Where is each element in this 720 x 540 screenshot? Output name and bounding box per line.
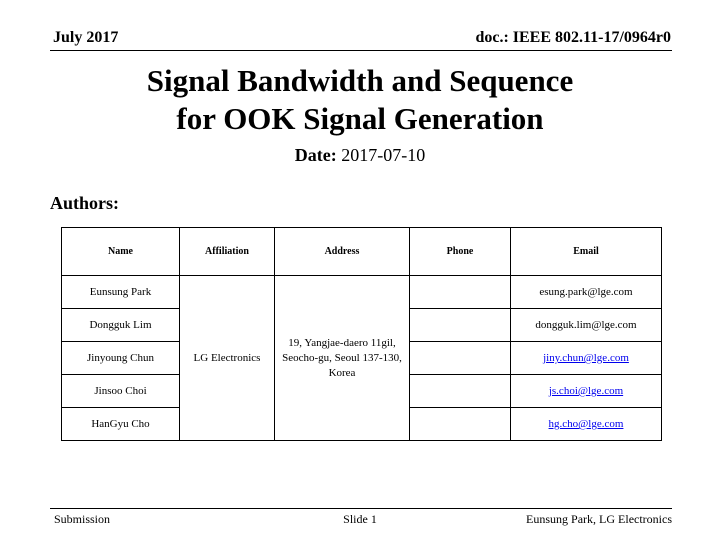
header-doc-id: doc.: IEEE 802.11-17/0964r0 [475,29,671,46]
date-value: 2017-07-10 [341,145,426,165]
author-phone [410,342,511,375]
footer-rule [50,508,672,509]
author-phone [410,309,511,342]
author-address: 19, Yangjae-daero 11gil, Seocho-gu, Seoul 137-130, Korea [275,276,410,441]
author-email-link[interactable]: hg.cho@lge.com [511,408,662,441]
footer-slide-number: Slide 1 [343,512,377,526]
author-phone [410,408,511,441]
date-label: Date: [294,145,337,165]
date-line [0,145,720,166]
author-name: Jinyoung Chun [62,342,180,375]
footer-author: Eunsung Park, LG Electronics [526,512,672,526]
column-header-name: Name [62,228,180,276]
author-name: Dongguk Lim [62,309,180,342]
column-header-email: Email [511,228,662,276]
author-email-link[interactable]: jiny.chun@lge.com [511,342,662,375]
footer-submission: Submission [54,512,111,526]
slide-title [0,62,720,138]
author-phone [410,375,511,408]
author-name: Jinsoo Choi [62,375,180,408]
column-header-phone: Phone [410,228,511,276]
author-name: Eunsung Park [62,276,180,309]
author-name: HanGyu Cho [62,408,180,441]
author-phone [410,276,511,309]
authors-heading: Authors: [50,193,120,213]
column-header-affiliation: Affiliation [180,228,275,276]
title-line-1: Signal Bandwidth and Sequence [146,63,574,98]
author-email-link[interactable]: js.choi@lge.com [511,375,662,408]
header-rule [50,50,672,51]
author-email: esung.park@lge.com [511,276,662,309]
authors-table [61,227,662,441]
title-line-2: for OOK Signal Generation [176,101,544,136]
table-row [62,276,662,309]
author-email: dongguk.lim@lge.com [511,309,662,342]
author-affiliation: LG Electronics [180,276,275,441]
column-header-address: Address [275,228,410,276]
table-header-row [62,228,662,276]
header-date: July 2017 [53,29,119,46]
